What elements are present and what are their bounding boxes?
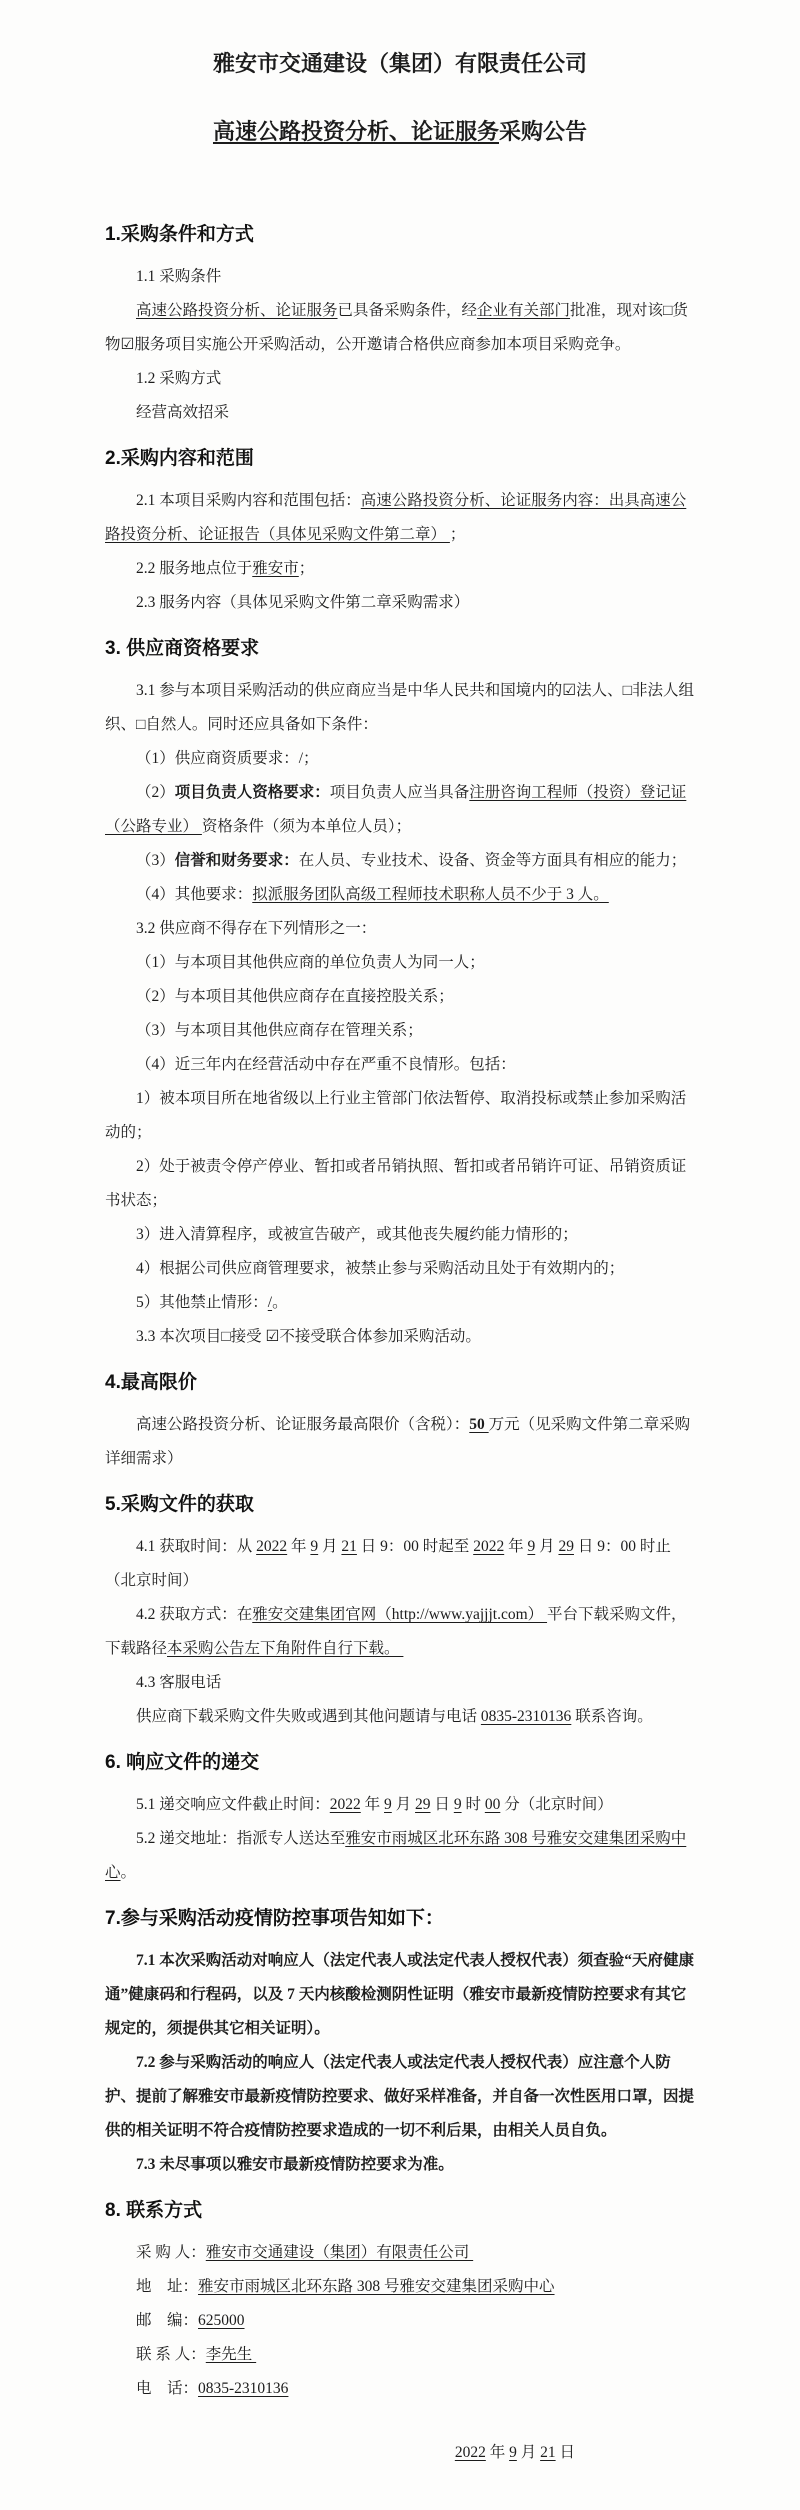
underlined-text: 50 — [469, 1416, 489, 1433]
paragraph — [105, 362, 695, 396]
underlined-text: 雅安市雨城区北环东路 308 号雅安交建集团采购中心 — [105, 1830, 687, 1881]
paragraph — [105, 396, 695, 430]
text-segment: 4）根据公司供应商管理要求，被禁止参与采购活动且处于有效期内的； — [136, 1260, 625, 1277]
section-heading: 6. 响应文件的递交 — [105, 1752, 260, 1773]
text-segment: （1）供应商资质要求：/； — [136, 750, 319, 767]
text-segment: 项目负责人应当具备 — [329, 784, 470, 801]
text-segment: 时 — [461, 1796, 485, 1813]
paragraph — [105, 260, 695, 294]
section-heading: 8. 联系方式 — [105, 2200, 203, 2221]
section-heading: 4.最高限价 — [105, 1372, 197, 1393]
text-segment: 4.1 获取时间：从 — [136, 1538, 257, 1555]
underlined-text: 00 — [484, 1796, 501, 1813]
underlined-text: 9 — [310, 1538, 319, 1555]
text-segment: 信誉和财务要求： — [174, 852, 299, 869]
text-segment: 4.2 获取方式：在 — [136, 1606, 253, 1623]
section-heading: 5.采购文件的获取 — [105, 1494, 254, 1515]
underlined-text: 高速公路投资分析、论证服务 — [136, 302, 338, 319]
underlined-text: 高速公路投资分析、论证服务内容：出具高速公路投资分析、论证报告（具体见采购文件第二章） — [105, 492, 687, 543]
text-segment: 年 — [504, 1538, 528, 1555]
text-segment: 分（北京时间） — [500, 1796, 613, 1813]
text-segment: 联系咨询。 — [571, 1708, 653, 1725]
text-segment: 2.1 本项目采购内容和范围包括： — [136, 492, 361, 509]
text-segment: 。 — [272, 1294, 288, 1311]
underlined-text: 9 — [384, 1796, 392, 1813]
title-underlined-subject: 高速公路投资分析、论证服务 — [212, 119, 499, 144]
text-segment: 5.1 递交响应文件截止时间： — [136, 1796, 330, 1813]
paragraph — [105, 1150, 695, 1218]
underlined-text: 0835-2310136 — [198, 2380, 289, 2397]
paragraph — [105, 1218, 695, 1252]
underlined-text: 本采购公告左下角附件自行下载。 — [167, 1640, 404, 1657]
underlined-text: 21 — [341, 1538, 357, 1555]
text-segment: 资格条件（须为本单位人员）； — [201, 818, 412, 835]
paragraph — [105, 878, 695, 912]
underlined-text: 2022 — [256, 1538, 288, 1555]
text-segment: 3）进入清算程序，或被宣告破产，或其他丧失履约能力情形的； — [136, 1226, 578, 1243]
text-segment: 1）被本项目所在地省级以上行业主管部门依法暂停、取消投标或禁止参加采购活动的； — [105, 1090, 687, 1141]
text-segment: 供应商下载采购文件失败或遇到其他问题请与电话 — [136, 1708, 481, 1725]
text-segment: 高速公路投资分析、论证服务最高限价（含税）： — [136, 1416, 470, 1433]
paragraph — [105, 1598, 695, 1666]
document-title-line2 — [105, 116, 695, 148]
paragraph — [105, 1700, 695, 1734]
underlined-text: 625000 — [198, 2312, 245, 2329]
text-segment: （4）其他要求： — [136, 886, 253, 903]
contact-purchaser — [105, 2236, 695, 2270]
text-segment: 联 系 人： — [136, 2346, 206, 2363]
contact-postcode — [105, 2304, 695, 2338]
paragraph — [105, 1048, 695, 1082]
paragraph — [105, 1286, 695, 1320]
text-segment: （2）与本项目其他供应商存在直接控股关系； — [136, 988, 454, 1005]
text-segment: 万元（见采购文件第二章采购详细需求） — [105, 1416, 691, 1467]
paragraph — [105, 586, 695, 620]
underlined-text: 2022 — [454, 2444, 486, 2461]
underlined-text: 0835-2310136 — [480, 1708, 572, 1725]
paragraph — [105, 980, 695, 1014]
text-segment: 日 — [555, 2444, 575, 2461]
paragraph — [105, 674, 695, 742]
text-segment: 年 — [485, 2444, 510, 2461]
text-segment: 平台下载采购文件，下载路径 — [105, 1606, 687, 1657]
text-segment: 月 — [535, 1538, 559, 1555]
text-segment: 4.3 客服电话 — [136, 1674, 222, 1691]
underlined-text: 雅安市交通建设（集团）有限责任公司 — [205, 2244, 474, 2261]
paragraph — [105, 844, 695, 878]
text-segment: （4）近三年内在经营活动中存在严重不良情形。包括： — [136, 1056, 516, 1073]
text-segment: 7.2 参与采购活动的响应人（法定代表人或法定代表人授权代表）应注意个人防护、提前了解雅安市最新疫情防控要求、做好采样准备，并自备一次性医用口罩，因提供的相关证明不符合疫情防控要求造成的一切不利后果，由相关人员自负。 — [105, 2054, 695, 2139]
paragraph — [105, 294, 695, 362]
text-segment: 2.2 服务地点位于 — [136, 560, 253, 577]
document-body — [105, 220, 695, 2406]
paragraph — [105, 1014, 695, 1048]
contact-phone — [105, 2372, 695, 2406]
underlined-text: 拟派服务团队高级工程师技术职称人员不少于 3 人。 — [252, 886, 609, 903]
underlined-text: 雅安市 — [252, 560, 299, 577]
paragraph — [105, 1252, 695, 1286]
underlined-text: 29 — [558, 1538, 574, 1555]
paragraph — [105, 1788, 695, 1822]
paragraph — [105, 2148, 695, 2182]
text-segment: （3）与本项目其他供应商存在管理关系； — [136, 1022, 423, 1039]
paragraph — [105, 1408, 695, 1476]
underlined-text: 雅安市雨城区北环东路 308 号雅安交建集团采购中心 — [198, 2278, 555, 2295]
contact-person — [105, 2338, 695, 2372]
text-segment: ； — [298, 560, 315, 577]
underlined-text: 9 — [453, 1796, 462, 1813]
text-segment: 经营高效招采 — [136, 404, 230, 421]
text-segment: 7.3 未尽事项以雅安市最新疫情防控要求为准。 — [136, 2156, 454, 2173]
text-segment: （1）与本项目其他供应商的单位负责人为同一人； — [136, 954, 485, 971]
section-heading: 2.采购内容和范围 — [105, 448, 254, 469]
document-title-line1: 雅安市交通建设（集团）有限责任公司 — [212, 51, 587, 76]
underlined-text: 企业有关部门 — [477, 302, 571, 319]
text-segment: 月 — [318, 1538, 342, 1555]
paragraph — [105, 912, 695, 946]
paragraph — [105, 2046, 695, 2148]
text-segment: 5）其他禁止情形： — [136, 1294, 268, 1311]
text-segment: 年 — [287, 1538, 311, 1555]
text-segment: 日 9：00 时止（北京时间） — [105, 1538, 671, 1589]
section-heading: 1.采购条件和方式 — [105, 224, 254, 245]
paragraph — [105, 484, 695, 552]
paragraph — [105, 742, 695, 776]
underlined-text: 注册咨询工程师（投资）登记证（公路专业） — [105, 784, 687, 835]
text-segment: 已具备采购条件，经 — [337, 302, 478, 319]
document-date — [105, 2436, 695, 2470]
text-segment: 1.2 采购方式 — [136, 370, 222, 387]
text-segment: 月 — [516, 2444, 541, 2461]
text-segment: 电 话： — [136, 2380, 199, 2397]
paragraph — [105, 946, 695, 980]
text-segment: 在人员、专业技术、设备、资金等方面具有相应的能力； — [298, 852, 687, 869]
text-segment: 项目负责人资格要求： — [174, 784, 330, 801]
paragraph — [105, 1530, 695, 1598]
title-suffix: 采购公告 — [499, 119, 588, 144]
paragraph — [105, 1320, 695, 1354]
underlined-text: 21 — [540, 2444, 556, 2461]
paragraph — [105, 1944, 695, 2046]
underlined-text: / — [267, 1294, 273, 1311]
contact-address — [105, 2270, 695, 2304]
text-segment: 。 — [120, 1864, 137, 1881]
text-segment: 7.1 本次采购活动对响应人（法定代表人或法定代表人授权代表）须查验“天府健康通”健康码和行程码，以及 7 天内核酸检测阴性证明（雅安市最新疫情防控要求有其它规定的，须提供其它相关证明）。 — [105, 1952, 695, 2037]
text-segment: 1.1 采购条件 — [136, 268, 222, 285]
section-heading: 7.参与采购活动疫情防控事项告知如下： — [105, 1908, 444, 1929]
text-segment: （2） — [136, 784, 175, 801]
underlined-text: 2022 — [473, 1538, 505, 1555]
text-segment: 采 购 人： — [136, 2244, 206, 2261]
underlined-text: 2022 — [329, 1796, 361, 1813]
underlined-text: 9 — [509, 2444, 517, 2461]
text-segment: 日 9：00 时起至 — [356, 1538, 474, 1555]
text-segment: 邮 编： — [136, 2312, 199, 2329]
text-segment: 日 — [430, 1796, 454, 1813]
text-segment: 年 — [360, 1796, 385, 1813]
text-segment: 5.2 递交地址：指派专人送达至 — [136, 1830, 346, 1847]
text-segment: 月 — [391, 1796, 416, 1813]
text-segment: 批准，现对该□货物☑服务项目实施公开采购活动，公开邀请合格供应商参加本项目采购竞争。 — [105, 302, 688, 353]
paragraph — [105, 776, 695, 844]
underlined-text: 9 — [527, 1538, 536, 1555]
paragraph — [105, 1822, 695, 1890]
text-segment: ； — [449, 526, 466, 543]
text-segment: 2.3 服务内容（具体见采购文件第二章采购需求） — [136, 594, 470, 611]
text-segment: 3.1 参与本项目采购活动的供应商应当是中华人民共和国境内的☑法人、□非法人组织、□自然人。同时还应具备如下条件： — [105, 682, 695, 733]
paragraph — [105, 1082, 695, 1150]
section-heading: 3. 供应商资格要求 — [105, 638, 260, 659]
underlined-text: 雅安交建集团官网（http://www.yajjjt.com） — [252, 1606, 548, 1623]
text-segment: 3.2 供应商不得存在下列情形之一： — [136, 920, 377, 937]
text-segment: 2）处于被责令停产停业、暂扣或者吊销执照、暂扣或者吊销许可证、吊销资质证书状态； — [105, 1158, 687, 1209]
paragraph — [105, 552, 695, 586]
text-segment: （3） — [136, 852, 175, 869]
text-segment: 地 址： — [136, 2278, 199, 2295]
underlined-text: 李先生 — [205, 2346, 257, 2363]
paragraph — [105, 1666, 695, 1700]
underlined-text: 29 — [415, 1796, 431, 1813]
text-segment: 3.3 本次项目□接受 ☑不接受联合体参加采购活动。 — [136, 1328, 481, 1345]
